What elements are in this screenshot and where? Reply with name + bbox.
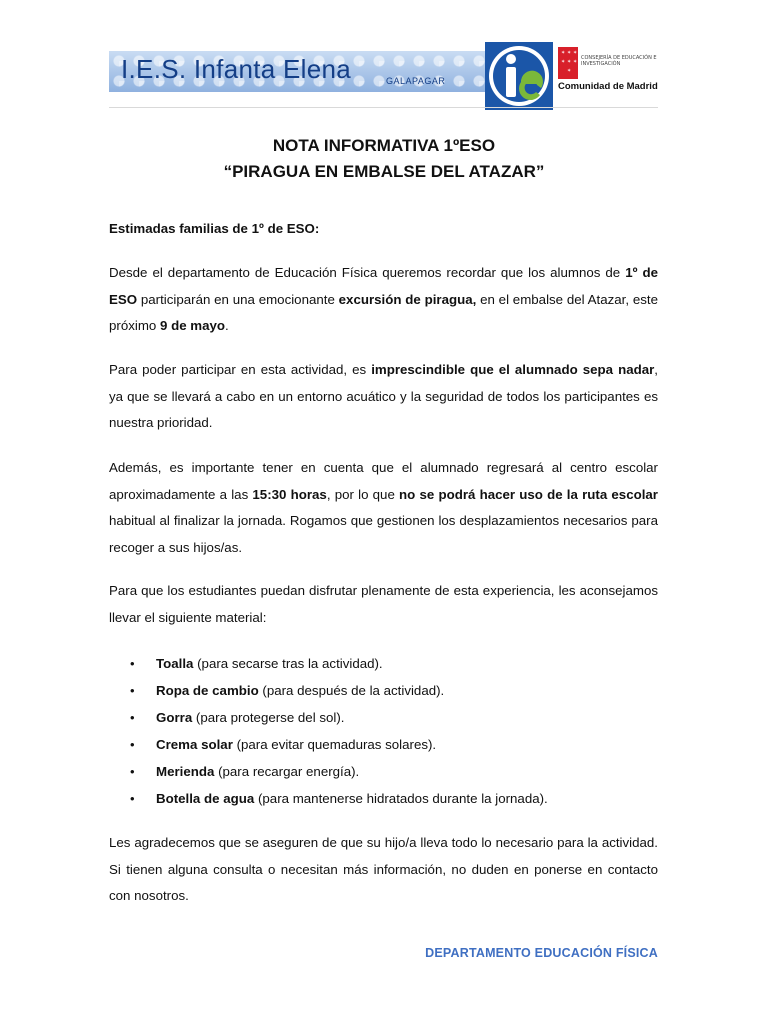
list-item: • Toalla (para secarse tras la actividad). — [130, 650, 548, 677]
paragraph-closing: Les agradecemos que se aseguren de que su hijo/a lleva todo lo necesario para la actividad. Si tienen alguna consulta o necesitan más información, no duden en ponerse en contacto con nosotros. — [109, 835, 658, 903]
school-banner — [109, 51, 485, 92]
paragraph-excursion: Desde el departamento de Educación Física queremos recordar que los alumnos de 1º de ESO participarán en una emocionante excursión de piragua, en el embalse del Atazar, este próximo 9 de mayo. — [109, 265, 658, 333]
madrid-flag-icon: ✶ ✶ ✶ ✶ ✶ ✶ ✶ — [558, 47, 578, 79]
list-item: • Crema solar (para evitar quemaduras solares). — [130, 731, 548, 758]
list-item: • Botella de agua (para mantenerse hidratados durante la jornada). — [130, 785, 548, 812]
school-town: GALAPAGAR — [386, 76, 446, 86]
header-divider — [109, 107, 658, 108]
materials-list — [130, 650, 548, 812]
document-title: NOTA INFORMATIVA 1ºESO — [272, 136, 496, 155]
comunidad-madrid-logo — [558, 47, 658, 92]
consejeria-label: CONSEJERÍA DE EDUCACIÓN E INVESTIGACIÓN — [581, 55, 657, 67]
ie-logo-icon — [485, 42, 553, 110]
bullet-icon: • — [130, 791, 135, 806]
greeting: Estimadas familias de 1º de ESO: — [109, 221, 320, 236]
bullet-icon: • — [130, 710, 135, 725]
paragraph-return-time: Además, es importante tener en cuenta que el alumnado regresará al centro escolar aproximadamente a las 15:30 horas, por lo que no se podrá hacer uso de la ruta escolar habitual al finalizar la jornada. Rogamos que gestionen los desplazamientos necesarios para recoger a sus hijos/as. — [109, 460, 658, 555]
paragraph-materials-intro: Para que los estudiantes puedan disfrutar plenamente de esta experiencia, les aconsejamos llevar el siguiente material: — [109, 583, 658, 625]
bullet-icon: • — [130, 683, 135, 698]
bullet-icon: • — [130, 656, 135, 671]
department-signature: DEPARTAMENTO EDUCACIÓN FÍSICA — [425, 946, 658, 960]
school-name: I.E.S. Infanta Elena — [121, 54, 352, 84]
bullet-icon: • — [130, 764, 135, 779]
letterhead — [109, 42, 658, 110]
list-item: • Ropa de cambio (para después de la actividad). — [130, 677, 548, 704]
bullet-icon: • — [130, 737, 135, 752]
paragraph-swimming: Para poder participar en esta actividad, es imprescindible que el alumnado sepa nadar, ya que se llevará a cabo en un entorno acuático y la seguridad de todos los participantes es nuestra prioridad. — [109, 362, 658, 430]
region-name: Comunidad de Madrid — [558, 81, 658, 92]
document-subtitle: “PIRAGUA EN EMBALSE DEL ATAZAR” — [223, 162, 545, 181]
list-item: • Gorra (para protegerse del sol). — [130, 704, 548, 731]
list-item: • Merienda (para recargar energía). — [130, 758, 548, 785]
